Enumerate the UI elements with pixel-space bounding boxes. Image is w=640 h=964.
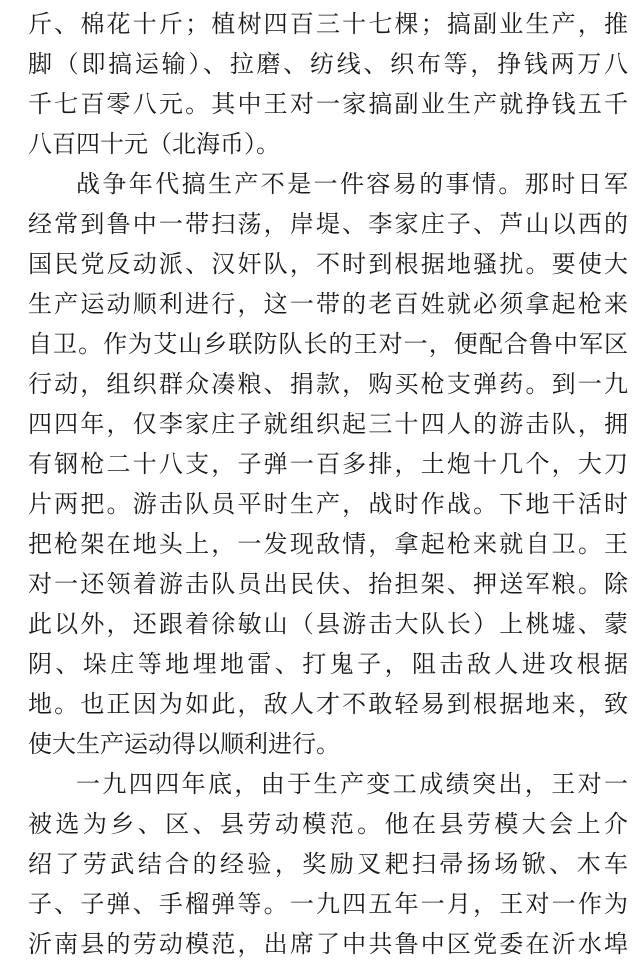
text-line: 被选为乡、区、县劳动模范。他在县劳模大会上介	[28, 810, 628, 838]
text-line: 四四年，仅李家庄子就组织起三十四人的游击队，拥	[28, 410, 628, 438]
text-line: 自卫。作为艾山乡联防队长的王对一，便配合鲁中军区	[28, 330, 628, 358]
text-line: 子、子弹、手榴弹等。一九四五年一月，王对一作为	[28, 890, 628, 918]
text-line: 斤、棉花十斤；植树四百三十七棵；搞副业生产，推	[28, 10, 628, 38]
text-line: 片两把。游击队员平时生产，战时作战。下地干活时	[28, 490, 628, 518]
text-line: 绍了劳武结合的经验，奖励叉耙扫帚扬场锨、木车	[28, 850, 628, 878]
text-line: 阴、垛庄等地埋地雷、打鬼子，阻击敌人进攻根据	[28, 650, 628, 678]
text-line: 八百四十元（北海币）。	[28, 130, 280, 158]
text-line: 生产运动顺利进行，这一带的老百姓就必须拿起枪来	[28, 290, 628, 318]
text-line: 地。也正因为如此，敌人才不敢轻易到根据地来，致	[28, 690, 628, 718]
text-line: 一九四四年底，由于生产变工成绩突出，王对一	[76, 770, 628, 798]
text-line: 沂南县的劳动模范，出席了中共鲁中区党委在沂水埠	[28, 930, 628, 958]
text-line: 经常到鲁中一带扫荡，岸堤、李家庄子、芦山以西的	[28, 210, 628, 238]
document-page	[28, 4, 628, 958]
text-line: 国民党反动派、汉奸队，不时到根据地骚扰。要使大	[28, 250, 628, 278]
text-line: 对一还领着游击队员出民伕、抬担架、押送军粮。除	[28, 570, 628, 598]
paragraph-2	[28, 164, 628, 764]
paragraph-1	[28, 4, 628, 164]
paragraph-3	[28, 764, 628, 964]
text-line: 战争年代搞生产不是一件容易的事情。那时日军	[76, 170, 628, 198]
text-line: 使大生产运动得以顺利进行。	[28, 730, 340, 758]
text-line: 此以外，还跟着徐敏山（县游击大队长）上桃墟、蒙	[28, 610, 628, 638]
text-line: 有钢枪二十八支，子弹一百多排，土炮十几个，大刀	[28, 450, 628, 478]
text-line: 把枪架在地头上，一发现敌情，拿起枪来就自卫。王	[28, 530, 628, 558]
text-line: 行动，组织群众凑粮、捐款，购买枪支弹药。到一九	[28, 370, 628, 398]
text-line: 脚（即搞运输）、拉磨、纺线、织布等，挣钱两万八	[28, 50, 628, 78]
text-line: 千七百零八元。其中王对一家搞副业生产就挣钱五千	[28, 90, 628, 118]
